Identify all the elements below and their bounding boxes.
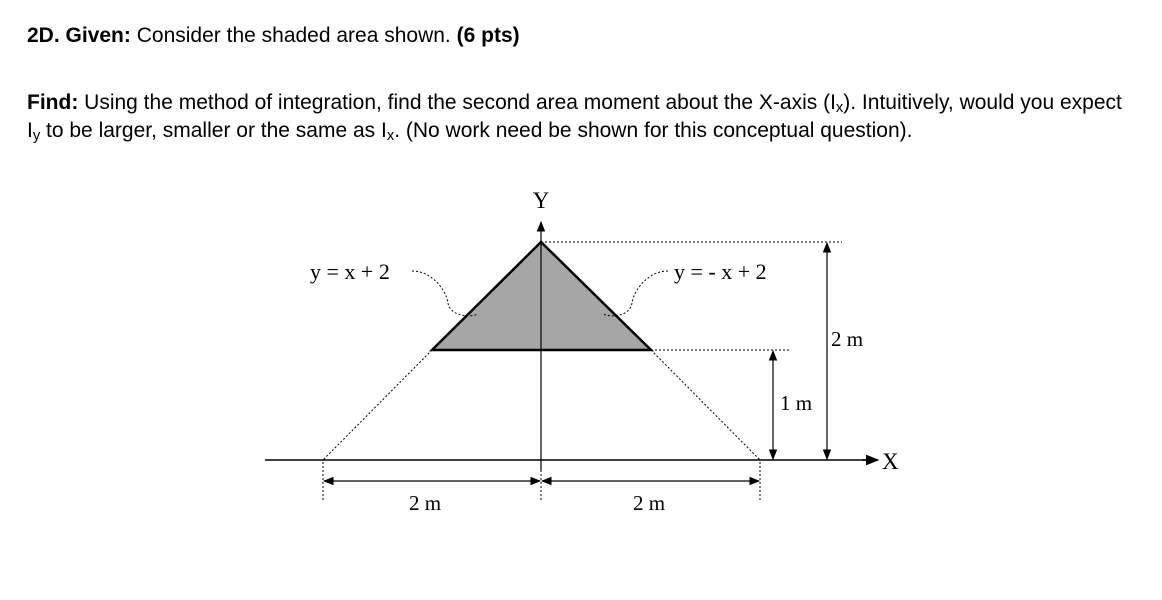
find-text-1: Using the method of integration, find the second area moment about the X-axis (I	[84, 91, 836, 114]
find-text-4: . (No work need be shown for this conceptual question).	[394, 118, 913, 142]
left-line-equation: y = x + 2	[310, 259, 390, 284]
find-text-2: ). Intuitively, would you expect I	[27, 91, 1122, 142]
x-axis-label: X	[882, 449, 899, 474]
given-text: Consider the shaded area shown.	[136, 24, 451, 47]
given-label: Given:	[65, 24, 131, 47]
left-equation-leader	[412, 271, 478, 316]
left-line-extension	[323, 350, 432, 460]
problem-number: 2D.	[27, 24, 60, 47]
right-equation-leader	[603, 271, 668, 316]
subscript-x: x	[835, 100, 844, 116]
dim-height-total-label: 2 m	[831, 327, 864, 351]
dim-base-right-label: 2 m	[632, 491, 666, 515]
dim-height-lower-label: 1 m	[780, 391, 813, 415]
right-line-equation: y = - x + 2	[674, 259, 767, 284]
points-label: (6 pts)	[456, 24, 520, 47]
y-axis-label: Y	[532, 188, 550, 213]
subscript-x-2: x	[386, 127, 395, 144]
subscript-y: y	[32, 127, 41, 144]
dim-base-left-label: 2 m	[408, 491, 442, 515]
right-line-extension	[651, 350, 760, 460]
find-text-3: to be larger, smaller or the same as I	[40, 118, 387, 142]
find-label: Find:	[27, 91, 79, 114]
